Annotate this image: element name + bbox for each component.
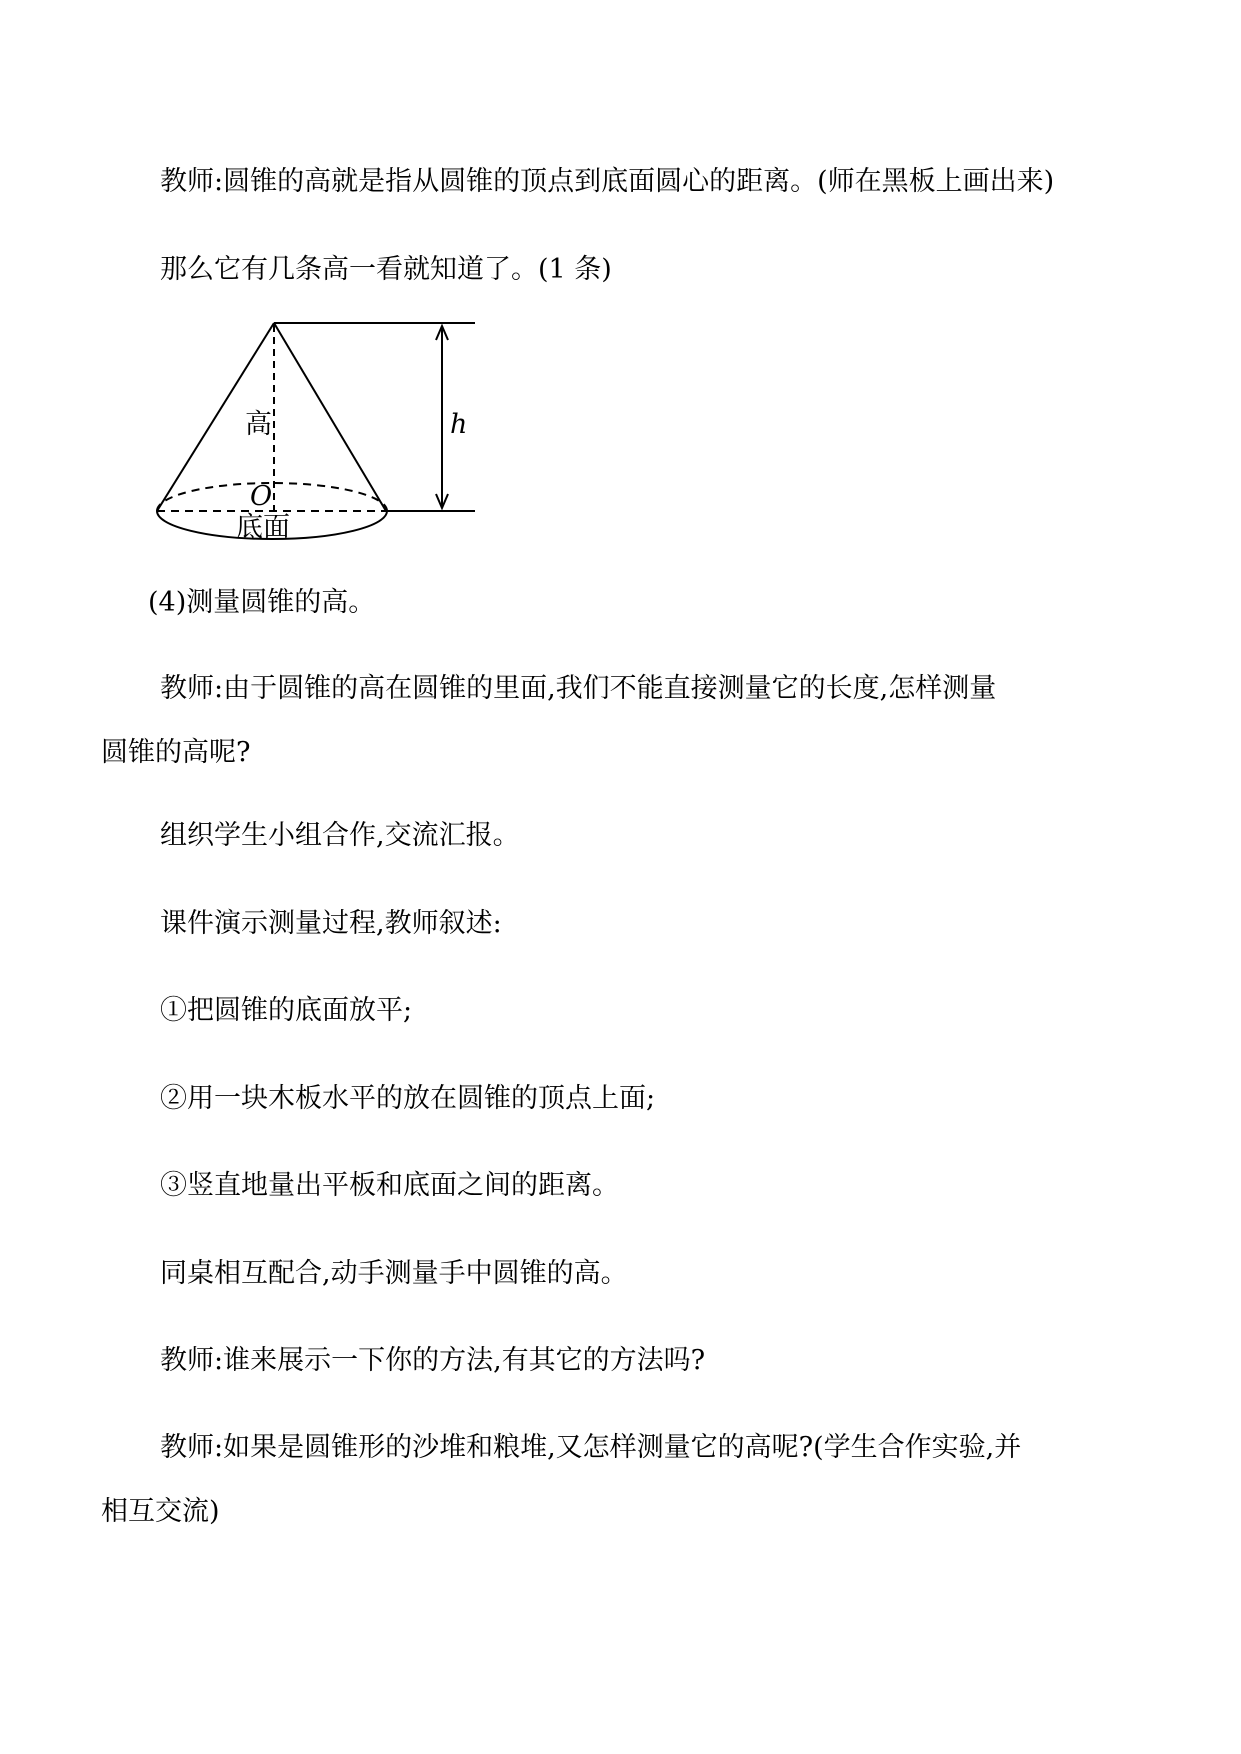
- cone-diagram: [150, 318, 490, 548]
- paragraph-show-method: 教师:谁来展示一下你的方法,有其它的方法吗?: [160, 1345, 706, 1376]
- paragraph-partner: 同桌相互配合,动手测量手中圆锥的高。: [160, 1258, 628, 1289]
- paragraph-sand-pile-line2: 相互交流): [101, 1496, 220, 1527]
- paragraph-question-line2: 圆锥的高呢?: [101, 737, 251, 768]
- step-2: ②用一块木板水平的放在圆锥的顶点上面;: [160, 1083, 656, 1114]
- paragraph-sand-pile-line1: 教师:如果是圆锥形的沙堆和粮堆,又怎样测量它的高呢?(学生合作实验,并: [160, 1432, 1022, 1463]
- paragraph-group-work: 组织学生小组合作,交流汇报。: [160, 820, 520, 851]
- step-1: ①把圆锥的底面放平;: [160, 995, 413, 1026]
- paragraph-courseware: 课件演示测量过程,教师叙述:: [160, 908, 502, 939]
- step-3: ③竖直地量出平板和底面之间的距离。: [160, 1170, 619, 1201]
- paragraph-question-line1: 教师:由于圆锥的高在圆锥的里面,我们不能直接测量它的长度,怎样测量: [160, 673, 997, 704]
- paragraph-height-definition: 教师:圆锥的高就是指从圆锥的顶点到底面圆心的距离。(师在黑板上画出来): [160, 166, 1055, 197]
- base-label: 底面: [236, 512, 290, 543]
- h-label: h: [450, 409, 468, 440]
- paragraph-height-count: 那么它有几条高一看就知道了。(1 条): [160, 254, 612, 285]
- center-label: O: [250, 481, 273, 512]
- section-heading: (4)测量圆锥的高。: [148, 587, 376, 618]
- height-label: 高: [245, 409, 272, 440]
